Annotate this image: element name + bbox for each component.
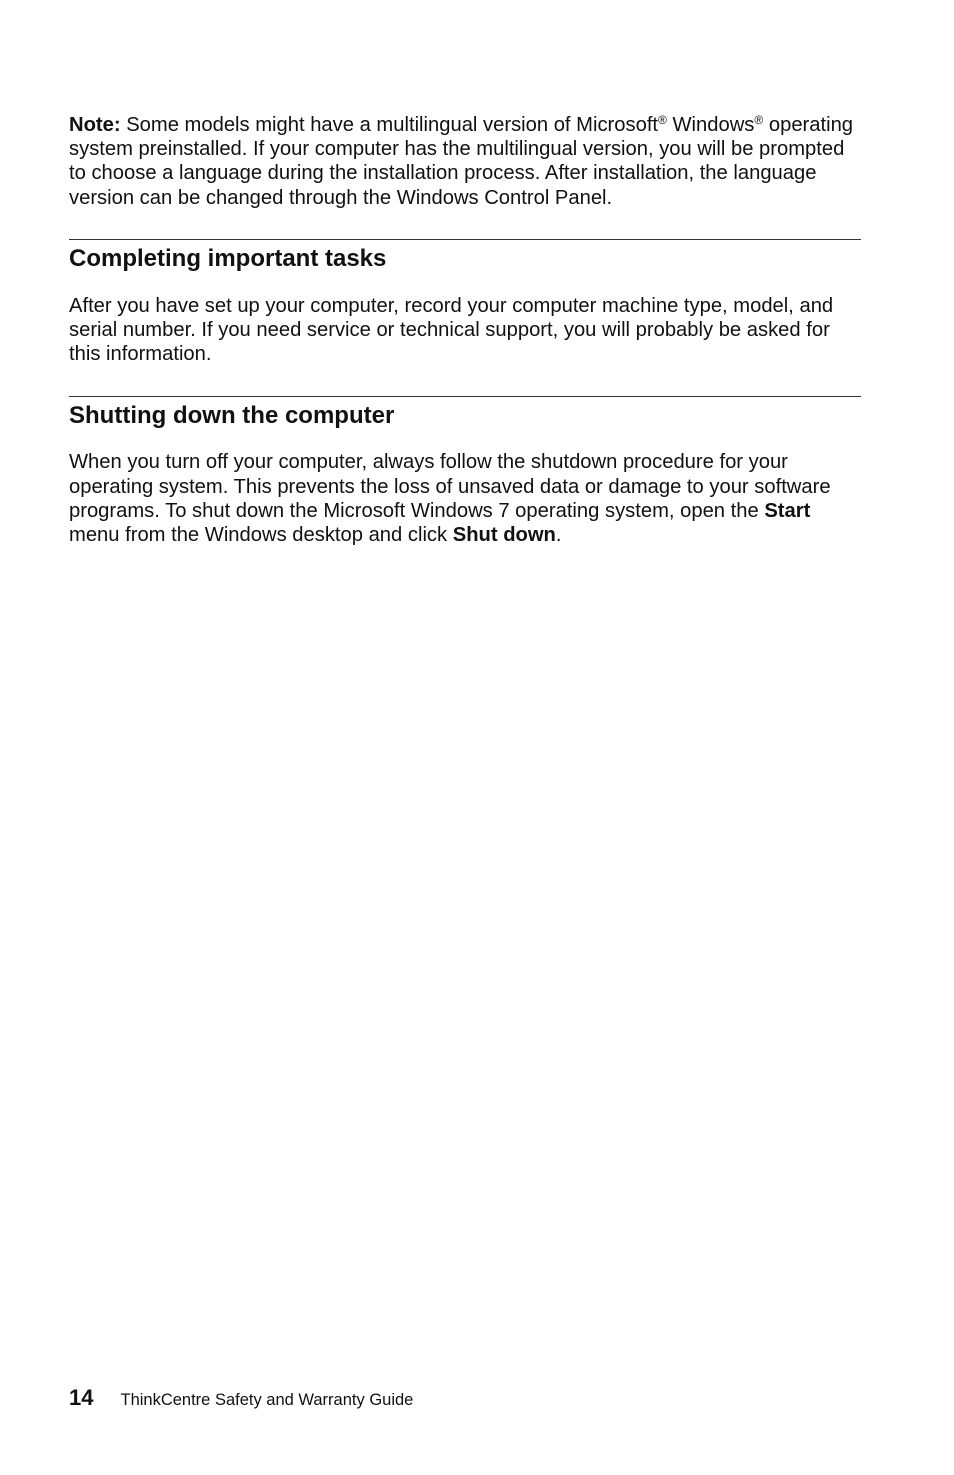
shutdown-paragraph	[69, 450, 861, 547]
note-text-1: Some models might have a multilingual version of Microsoft	[120, 114, 659, 136]
shutdown-text-3: .	[555, 524, 562, 547]
shutdown-text-1: When you turn off your computer, always follow the shutdown procedure for your operating system. This prevents the loss of unsaved data or damage to your software programs. To shut down the Microsoft Windows 7 operating system, open the	[69, 451, 831, 522]
page-footer	[69, 1383, 413, 1413]
page-content	[69, 113, 861, 547]
registered-mark-1: ®	[658, 112, 667, 127]
section-divider-shutdown	[69, 396, 861, 397]
tasks-paragraph: After you have set up your computer, record your computer machine type, model, and serial number. If you need service or technical support, you will probably be asked for this information.	[69, 294, 834, 366]
note-label: Note:	[69, 114, 121, 136]
heading-shutting-down: Shutting down the computer	[69, 402, 395, 430]
page-number: 14	[69, 1385, 94, 1410]
start-label: Start	[764, 499, 811, 522]
registered-mark-2: ®	[754, 112, 764, 127]
section-divider-tasks	[69, 239, 861, 240]
footer-guide-title: ThinkCentre Safety and Warranty Guide	[120, 1390, 414, 1409]
shutdown-text-2: menu from the Windows desktop and click	[69, 524, 453, 547]
heading-completing-important-tasks: Completing important tasks	[69, 244, 387, 272]
note-text-3: operating system preinstalled. If your computer has the multilingual version, you will be prompted to choose a language during the installation process. After installation, the language version can be changed through the Windows Control Panel.	[69, 114, 854, 209]
note-text-2: Windows	[666, 114, 755, 136]
shut-down-label: Shut down	[452, 524, 556, 547]
note-paragraph	[69, 113, 861, 210]
